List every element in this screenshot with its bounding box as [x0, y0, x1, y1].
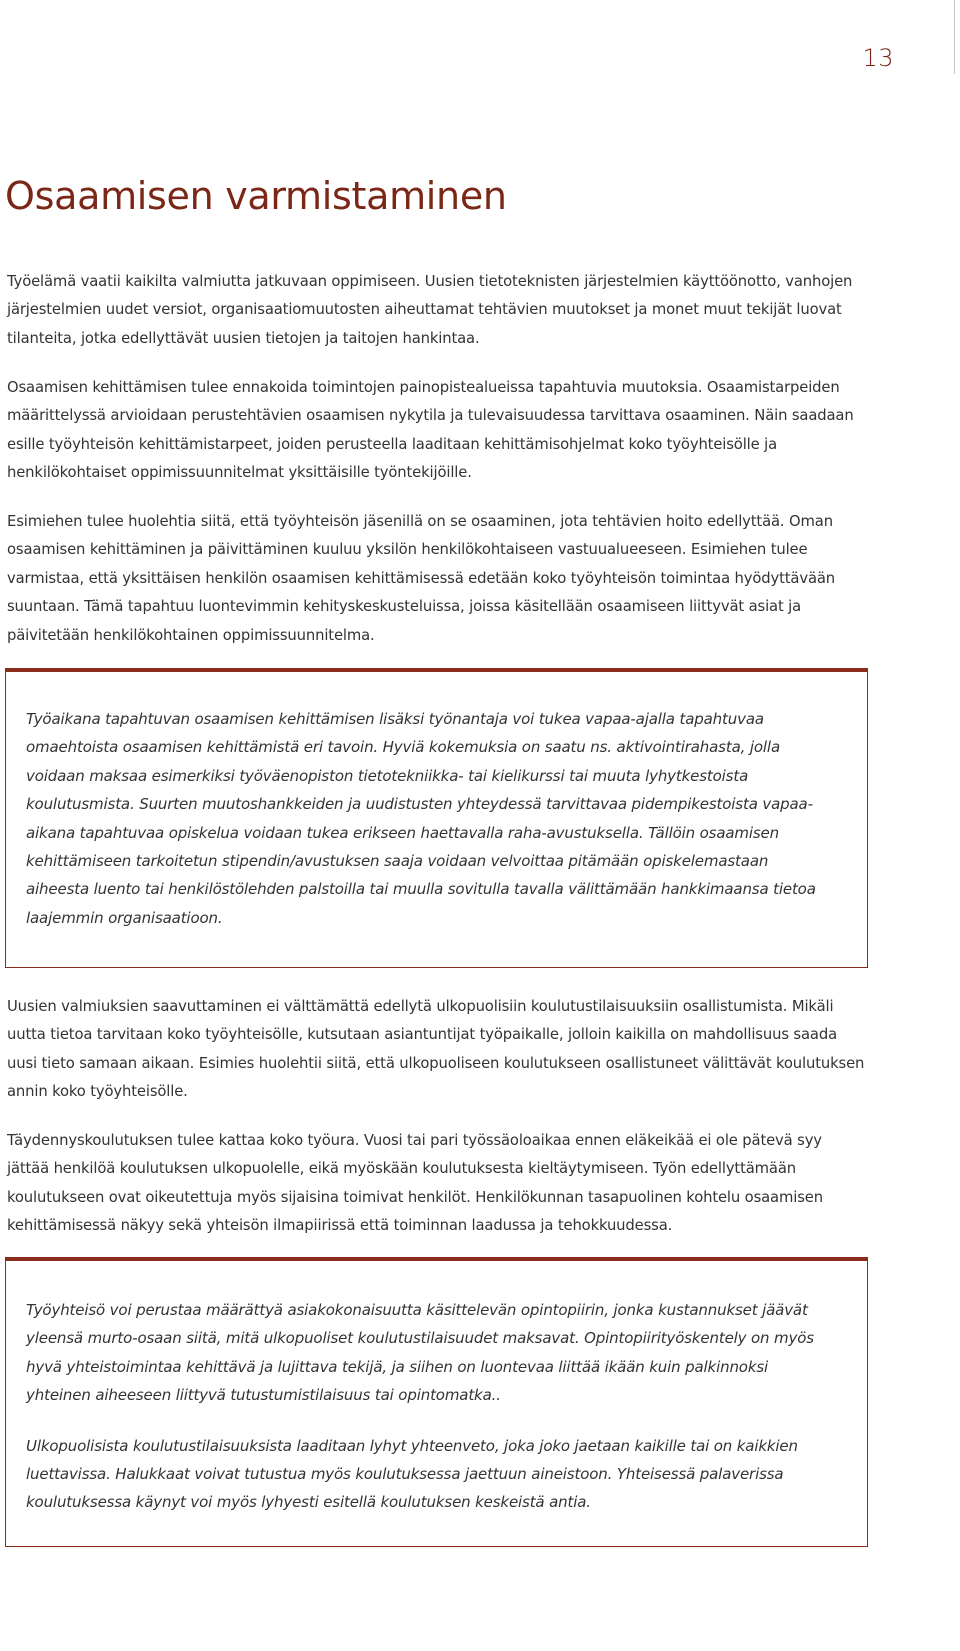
page-title: Osaamisen varmistaminen	[5, 174, 507, 218]
info-box-self-development	[5, 668, 868, 968]
page-number-rule	[954, 0, 955, 74]
paragraph-further-training: Täydennyskoulutuksen tulee kattaa koko työura. Vuosi tai pari työssäoloaikaa ennen eläkeikää ei ole pätevä syy jättää henkilöä koulutuksen ulkopuolelle, eikä myöskään koulutuksesta kieltäytymiseen. Työn edellyttämään koulutukseen ovat oikeutettuja myös sijaisina toimivat henkilöt. Henkilökunnan tasapuolinen kohtelu osaamisen kehittämisessä näkyy sekä yhteisön ilmapiirissä että toiminnan laadussa ja tehokkuudessa.	[7, 1132, 823, 1235]
page-number: 13	[862, 44, 894, 72]
paragraph-new-skills: Uusien valmiuksien saavuttaminen ei välttämättä edellytä ulkopuolisiin koulutustilaisuuksiin osallistumista. Mikäli uutta tietoa tarvitaan koko työyhteisölle, kutsutaan asiantuntijat työpaikalle, jolloin kaikilla on mahdollisuus saada uusi tieto samaan aikaan. Esimies huolehtii siitä, että ulkopuoliseen koulutukseen osallistuneet välittävät koulutuksen annin koko työyhteisölle.	[7, 998, 865, 1101]
paragraph-supervisor: Esimiehen tulee huolehtia siitä, että työyhteisön jäsenillä on se osaaminen, jota tehtävien hoito edellyttää. Oman osaamisen kehittäminen ja päivittäminen kuuluu yksilön henkilökohtaiseen vastuualueeseen. Esimiehen tulee varmistaa, että yksittäisen henkilön osaamisen kehittämisessä edetään koko työyhteisön toimintaa hyödyttävään suuntaan. Tämä tapahtuu luontevimmin kehityskeskusteluissa, joissa käsitellään osaamiseen liittyvät asiat ja päivitetään henkilökohtainen oppimissuunnitelma.	[7, 513, 836, 644]
box-paragraph: Työyhteisö voi perustaa määrättyä asiakokonaisuutta käsittelevän opintopiirin, jonka kustannukset jäävät yleensä murto-osaan siitä, mitä ulkopuoliset koulutustilaisuudet maksavat. Opintopiirityöskentely on myös hyvä yhteistoimintaa kehittävä ja lujittava tekijä, ja siihen on luontevaa liittää ikään kuin palkinnoksi yhteinen aiheeseen liittyvä tutustumistilaisuus tai opintomatka..	[26, 1301, 814, 1405]
paragraph-anticipation: Osaamisen kehittämisen tulee ennakoida toimintojen painopistealueissa tapahtuvia muutoksia. Osaamistarpeiden määrittelyssä arvioidaan perustehtävien osaamisen nykytila ja tulevaisuudessa tarvittava osaaminen. Näin saadaan esille työyhteisön kehittämistarpeet, joiden perusteella laaditaan kehittämisohjelmat koko työyhteisölle ja henkilökohtaiset oppimissuunnitelmat yksittäisille työntekijöille.	[7, 379, 854, 482]
box-paragraph: Ulkopuolisista koulutustilaisuuksista laaditaan lyhyt yhteenveto, joka joko jaetaan kaikille tai on kaikkien luettavissa. Halukkaat voivat tutustua myös koulutuksessa jaettuun aineistoon. Yhteisessä palaverissa koulutuksessa käynyt voi myös lyhyesti esitellä koulutuksen keskeistä antia.	[26, 1436, 798, 1512]
info-box-study-circle	[5, 1257, 868, 1547]
box-paragraph: Työaikana tapahtuvan osaamisen kehittämisen lisäksi työnantaja voi tukea vapaa-ajalla tapahtuvaa omaehtoista osaamisen kehittämistä eri tavoin. Hyviä kokemuksia on saatu ns. aktivointirahasta, jolla voidaan maksaa esimerkiksi työväenopiston tietotekniikka- tai kielikurssi tai muuta lyhytkestoista koulutusmista. Suurten muutoshankkeiden ja uudistusten yhteydessä tarvittavaa pidempikestoista vapaa-aikana tapahtuvaa opiskelua voidaan tukea erikseen haettavalla raha-avustuksella. Tällöin osaamisen kehittämiseen tarkoitetun stipendin/avustuksen saaja voidaan velvoittaa pitämään opiskelemastaan aiheesta luento tai henkilöstölehden palstoilla tai muulla sovitulla tavalla välittämään hankkimaansa tietoa laajemmin organisaatioon.	[26, 710, 816, 927]
paragraph-intro: Työelämä vaatii kaikilta valmiutta jatkuvaan oppimiseen. Uusien tietoteknisten järjestelmien käyttöönotto, vanhojen järjestelmien uudet versiot, organisaatiomuutosten aiheuttamat tehtävien muutokset ja monet muut tekijät luovat tilanteita, jotka edellyttävät uusien tietojen ja taitojen hankintaa.	[7, 273, 853, 347]
